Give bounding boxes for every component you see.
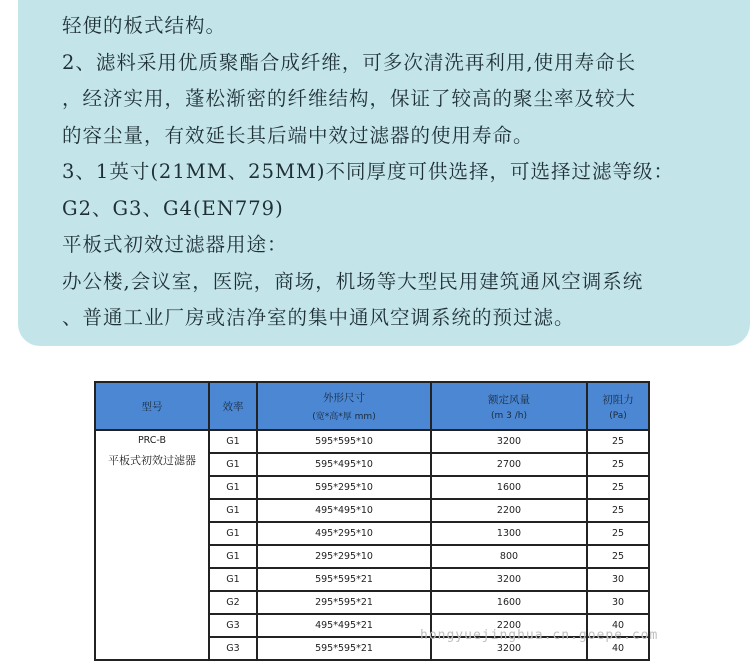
- resistance-cell: 25: [587, 499, 649, 522]
- table-body: [95, 430, 649, 660]
- description-panel: [18, 0, 750, 346]
- resistance-cell: 40: [587, 637, 649, 660]
- airflow-cell: 1600: [431, 476, 587, 499]
- efficiency-cell: G1: [209, 476, 257, 499]
- resistance-cell: 40: [587, 614, 649, 637]
- header-efficiency: 效率: [209, 382, 257, 430]
- header-resistance: 初阻力 (Pa): [587, 382, 649, 430]
- description-line: 的容尘量，有效延长其后端中效过滤器的使用寿命。: [62, 123, 534, 147]
- airflow-cell: 1600: [431, 591, 587, 614]
- description-line: 平板式初效过滤器用途：: [62, 233, 288, 256]
- description-line: 3、1英寸(21MM、25MM)不同厚度可供选择，可选择过滤等级：: [62, 160, 675, 183]
- resistance-cell: 25: [587, 453, 649, 476]
- size-cell: 495*495*21: [257, 614, 431, 637]
- spec-table: [94, 381, 650, 661]
- size-cell: 595*595*10: [257, 430, 431, 453]
- efficiency-cell: G1: [209, 522, 257, 545]
- size-cell: 595*595*21: [257, 637, 431, 660]
- model-code: PRC-B: [137, 435, 167, 446]
- airflow-cell: 2200: [431, 614, 587, 637]
- table-header-row: [95, 382, 649, 430]
- description-line: G2、G3、G4(EN779): [62, 196, 284, 220]
- size-cell: 495*495*10: [257, 499, 431, 522]
- size-cell: 595*495*10: [257, 453, 431, 476]
- header-airflow: 额定风量 (m 3 /h): [431, 382, 587, 430]
- efficiency-cell: G1: [209, 499, 257, 522]
- description-line: ，经济实用，蓬松渐密的纤维结构，保证了较高的聚尘率及较大: [62, 87, 637, 110]
- airflow-cell: 2200: [431, 499, 587, 522]
- header-size: 外形尺寸 (宽*高*厚 mm): [257, 382, 431, 430]
- header-airflow-unit: (m 3 /h): [491, 410, 527, 421]
- table-row: [95, 430, 649, 453]
- description-line: 2、滤料采用优质聚酯合成纤维，可多次清洗再利用,使用寿命长: [62, 50, 637, 74]
- efficiency-cell: G1: [209, 430, 257, 453]
- resistance-cell: 25: [587, 430, 649, 453]
- watermark: hongyuejinghua.cn.goepe.com: [420, 628, 659, 643]
- efficiency-cell: G1: [209, 545, 257, 568]
- model-cell: [95, 430, 209, 660]
- header-size-unit: (宽*高*厚 mm): [312, 412, 376, 422]
- resistance-cell: 25: [587, 476, 649, 499]
- airflow-cell: 3200: [431, 637, 587, 660]
- size-cell: 595*595*21: [257, 568, 431, 591]
- description-line: 办公楼,会议室，医院，商场，机场等大型民用建筑通风空调系统: [62, 269, 644, 293]
- resistance-cell: 25: [587, 545, 649, 568]
- model-name: 平板式初效过滤器: [108, 454, 196, 467]
- description-line: 、普通工业厂房或洁净室的集中通风空调系统的预过滤。: [62, 306, 575, 329]
- airflow-cell: 1300: [431, 522, 587, 545]
- description-text: [62, 8, 750, 337]
- resistance-cell: 25: [587, 522, 649, 545]
- airflow-cell: 800: [431, 545, 587, 568]
- airflow-cell: 3200: [431, 430, 587, 453]
- resistance-cell: 30: [587, 568, 649, 591]
- efficiency-cell: G2: [209, 591, 257, 614]
- efficiency-cell: G3: [209, 614, 257, 637]
- efficiency-cell: G3: [209, 637, 257, 660]
- header-model: 型号: [95, 382, 209, 430]
- efficiency-cell: G1: [209, 453, 257, 476]
- size-cell: 295*595*21: [257, 591, 431, 614]
- efficiency-cell: G1: [209, 568, 257, 591]
- description-line: 轻便的板式结构。: [62, 14, 227, 37]
- size-cell: 595*295*10: [257, 476, 431, 499]
- size-cell: 295*295*10: [257, 545, 431, 568]
- airflow-cell: 2700: [431, 453, 587, 476]
- size-cell: 495*295*10: [257, 522, 431, 545]
- header-resistance-unit: (Pa): [609, 410, 627, 421]
- resistance-cell: 30: [587, 591, 649, 614]
- airflow-cell: 3200: [431, 568, 587, 591]
